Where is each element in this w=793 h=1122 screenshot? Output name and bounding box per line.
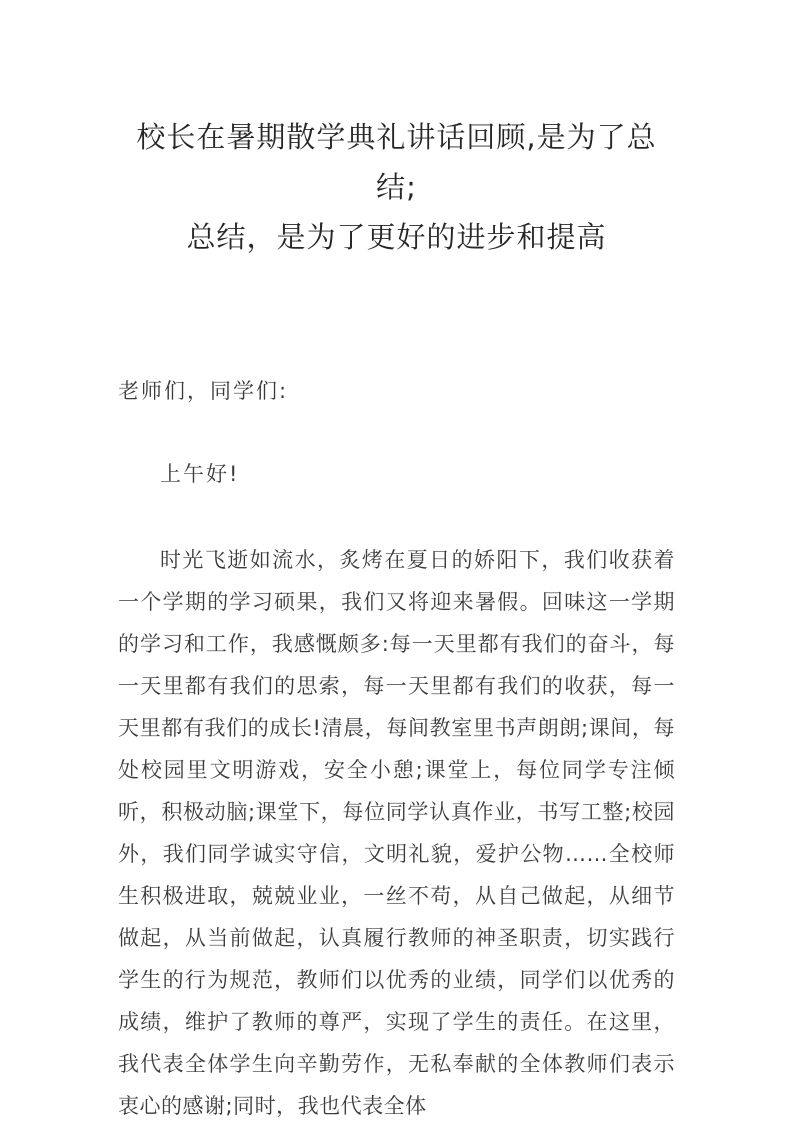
title-line-1: 校长在暑期散学典礼讲话回顾,是为了总结; <box>136 120 657 204</box>
greeting-line: 上午好! <box>160 462 240 486</box>
document-title <box>118 112 675 262</box>
salutation-line: 老师们，同学们: <box>118 379 289 403</box>
title-line-2: 总结，是为了更好的进步和提高 <box>186 220 607 254</box>
body-paragraph: 时光飞逝如流水，炙烤在夏日的娇阳下，我们收获着一个学期的学习硕果，我们又将迎来暑假。回味这一学期的学习和工作，我感慨颇多:每一天里都有我们的奋斗，每一天里都有我们的思索，每一天里都有我们的收获，每一天里都有我们的成长!清晨，每间教室里书声朗朗;课间，每处校园里文明游戏，安全小憩;课堂上，每位同学专注倾听，积极动脑;课堂下，每位同学认真作业，书写工整;校园外，我们同学诚实守信，文明礼貌，爱护公物……全校师生积极进取，兢兢业业，一丝不苟，从自己做起，从细节做起，从当前做起，认真履行教师的神圣职责，切实践行学生的行为规范，教师们以优秀的业绩，同学们以优秀的成绩，维护了教师的尊严，实现了学生的责任。在这里，我代表全体学生向辛勤劳作，无私奉献的全体教师们表示衷心的感谢;同时，我也代表全体 <box>118 548 675 1118</box>
